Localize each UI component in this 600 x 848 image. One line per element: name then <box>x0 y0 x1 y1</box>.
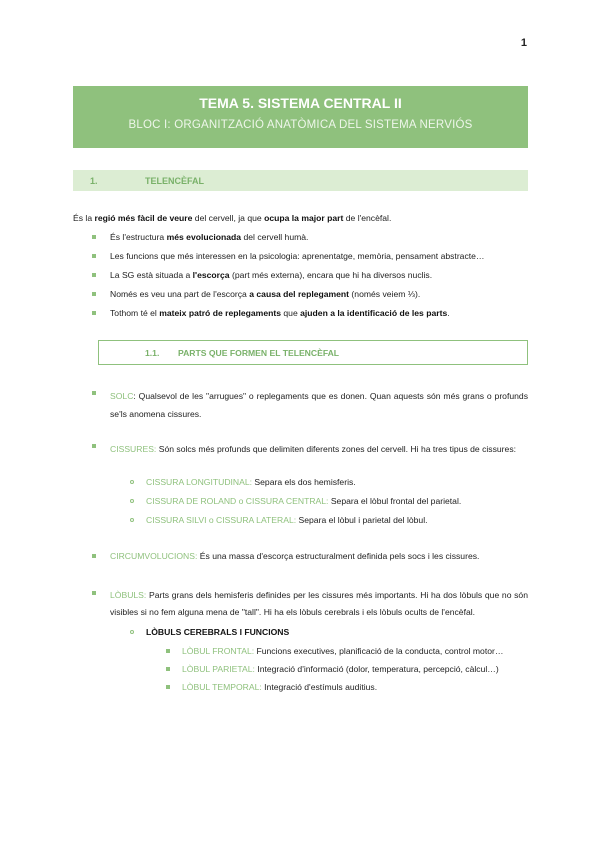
intro-text: És la <box>73 213 95 223</box>
subsection-label: PARTS QUE FORMEN EL TELENCÈFAL <box>178 348 340 358</box>
cissures-paragraph <box>110 440 528 458</box>
page-number: 1 <box>520 37 527 49</box>
lobul-item <box>182 645 503 657</box>
subsection-heading <box>98 340 528 365</box>
circle-bullet-icon <box>130 630 134 634</box>
title-banner <box>73 86 528 148</box>
lobul-text: Funcions executives, planificació de la conducta, control motor… <box>254 646 504 656</box>
lobuls-text: Parts grans dels hemisferis definides per les cissures més importants. Hi ha dos lòbuls que no són visibles si no fem alguna mena de "tall". Hi ha els lòbuls cerebrals i els lòbuls ocults de l'encèfal. <box>110 590 528 617</box>
circle-bullet-icon <box>130 499 134 503</box>
intro-text: del cervell, ja que <box>192 213 265 223</box>
lobul-term: LÒBUL FRONTAL: <box>182 646 255 656</box>
square-bullet-icon <box>166 667 170 671</box>
circle-bullet-icon <box>130 518 134 522</box>
cissure-text: Separa el lòbul frontal del parietal. <box>328 496 462 506</box>
cissure-term: CISSURA SILVI o CISSURA LATERAL: <box>146 515 297 525</box>
list-item <box>110 231 308 243</box>
solc-paragraph <box>110 387 528 423</box>
section-label: TELENCÈFAL <box>145 176 205 186</box>
cissure-item <box>146 514 428 526</box>
list-item <box>110 288 420 300</box>
bullet-icon <box>92 254 96 258</box>
lobuls-term: LÒBULS: <box>110 590 147 600</box>
section-heading <box>73 170 528 191</box>
circumvolucions-paragraph <box>110 550 479 562</box>
list-bold: l'escorça <box>192 270 230 280</box>
lobul-item <box>182 663 499 675</box>
cissure-item <box>146 476 356 488</box>
lobuls-subheading-text: LÒBULS CEREBRALS I FUNCIONS <box>146 627 290 637</box>
intro-bold: ocupa la major part <box>264 213 344 223</box>
list-bold: més evolucionada <box>166 232 242 242</box>
bullet-icon <box>92 235 96 239</box>
list-text: (només veiem ⅓). <box>349 289 421 299</box>
page-title: TEMA 5. SISTEMA CENTRAL II <box>199 95 402 111</box>
list-bold: ajuden a la identificació de les parts <box>300 308 448 318</box>
page-subtitle: BLOC I: ORGANITZACIÓ ANATÒMICA DEL SISTEMA NERVIÓS <box>128 119 473 131</box>
cissure-term: CISSURA DE ROLAND o CISSURA CENTRAL: <box>146 496 329 506</box>
list-text: La SG està situada a <box>110 270 193 280</box>
circumvolucions-text: És una massa d'escorça estructuralment definida pels socs i les cissures. <box>197 551 480 561</box>
circumvolucions-term: CIRCUMVOLUCIONS: <box>110 551 198 561</box>
solc-text: : Qualsevol de les "arrugues" o replegaments que es donen. Quan aquests són més grans o profunds se'ls anomena cissures. <box>110 391 528 419</box>
intro-paragraph <box>73 212 391 224</box>
bullet-icon <box>92 273 96 277</box>
list-text: Tothom té el <box>110 308 160 318</box>
lobuls-paragraph <box>110 587 528 621</box>
subsection-number: 1.1. <box>145 348 160 358</box>
intro-bold: regió més fàcil de veure <box>94 213 193 223</box>
list-bold: a causa del replegament <box>249 289 350 299</box>
cissure-item <box>146 495 461 507</box>
list-item <box>110 307 450 319</box>
bullet-icon <box>92 292 96 296</box>
lobul-term: LÒBUL TEMPORAL: <box>182 682 262 692</box>
cissures-text: Són solcs més profunds que delimiten diferents zones del cervell. Hi ha tres tipus de cissures: <box>156 444 517 454</box>
solc-term: SOLC <box>110 391 134 401</box>
list-text: del cervell humà. <box>241 232 309 242</box>
list-bold: mateix patró de replegaments <box>159 308 281 318</box>
lobul-item <box>182 681 377 693</box>
square-bullet-icon <box>166 649 170 653</box>
cissure-text: Separa els dos hemisferis. <box>252 477 356 487</box>
list-text: És l'estructura <box>110 232 167 242</box>
list-text: . <box>447 308 450 318</box>
intro-text: de l'encèfal. <box>343 213 392 223</box>
list-item <box>110 269 432 281</box>
bullet-icon <box>92 311 96 315</box>
cissures-term: CISSURES: <box>110 444 157 454</box>
lobul-text: Integració d'informació (dolor, temperatura, percepció, càlcul…) <box>254 664 499 674</box>
circle-bullet-icon <box>130 480 134 484</box>
bullet-icon <box>92 591 96 595</box>
list-text: (part més externa), encara que hi ha diversos nuclis. <box>229 270 433 280</box>
square-bullet-icon <box>166 685 170 689</box>
lobul-text: Integració d'estímuls auditius. <box>261 682 378 692</box>
list-item: Les funcions que més interessen en la psicologia: aprenentatge, memòria, pensament abstracte… <box>110 251 485 261</box>
list-text: que <box>281 308 301 318</box>
section-number: 1. <box>90 176 98 186</box>
cissure-text: Separa el lòbul i parietal del lòbul. <box>296 515 428 525</box>
bullet-icon <box>92 391 96 395</box>
bullet-icon <box>92 554 96 558</box>
bullet-icon <box>92 444 96 448</box>
list-text: Només es veu una part de l'escorça <box>110 289 250 299</box>
cissure-term: CISSURA LONGITUDINAL: <box>146 477 253 487</box>
lobuls-subheading <box>146 626 289 638</box>
lobul-term: LÒBUL PARIETAL: <box>182 664 255 674</box>
